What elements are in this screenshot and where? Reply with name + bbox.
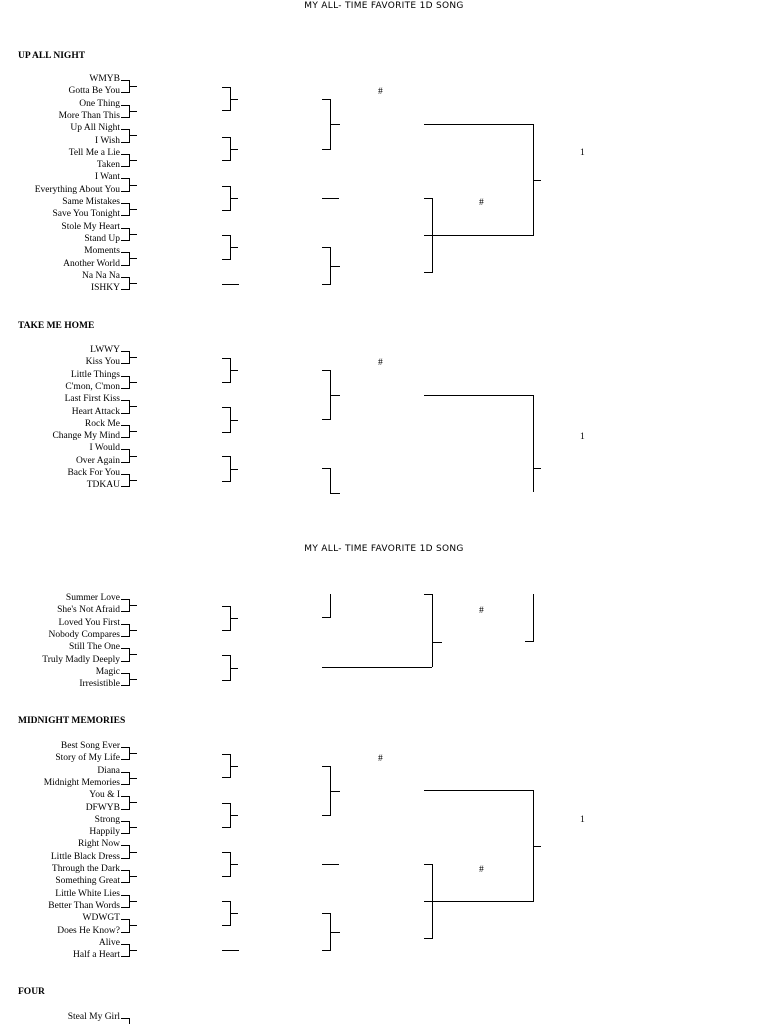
bracket-entry: TDKAU [86, 480, 120, 491]
bracket-line [330, 395, 340, 396]
bracket-marker: # [378, 754, 383, 764]
bracket-entry: Happily [89, 827, 120, 838]
bracket-line [230, 149, 238, 150]
bracket-line [533, 594, 534, 642]
bracket-entry: One Thing [79, 98, 120, 109]
bracket-entry: Rock Me [84, 418, 120, 429]
bracket-entry: Something Great [55, 876, 120, 887]
bracket-line [230, 420, 238, 421]
bracket-entry: Through the Dark [51, 864, 120, 874]
bracket-line [230, 864, 238, 865]
bracket-line [129, 630, 137, 631]
bracket-line [322, 667, 432, 668]
bracket-entry: Does He Know? [57, 925, 120, 936]
bracket-entry: Up All Night [70, 123, 120, 134]
bracket-line [230, 247, 238, 248]
bracket-entry: Half a Heart [73, 950, 120, 961]
bracket-entry: I Want [94, 172, 120, 183]
bracket-marker: # [378, 87, 383, 97]
bracket-entry: Heart Attack [71, 406, 120, 417]
page-title: MY ALL- TIME FAVORITE 1D SONG [304, 1, 464, 11]
bracket-entry: Moments [84, 246, 120, 257]
bracket-line [230, 198, 238, 199]
bracket-line [129, 802, 137, 803]
bracket-line [330, 594, 331, 618]
bracket-line [330, 124, 340, 125]
bracket-line [322, 617, 331, 618]
bracket-entry: Back For You [67, 468, 120, 478]
bracket-entry: Stand Up [84, 233, 120, 244]
bracket-line [424, 395, 534, 396]
bracket-entry: Everything About You [34, 184, 120, 195]
section-heading-four: FOUR [18, 987, 45, 997]
bracket-entry: Magic [95, 666, 120, 677]
bracket-entry: Gotta Be You [68, 86, 120, 97]
bracket-line [424, 235, 534, 236]
bracket-line [230, 99, 238, 100]
bracket-marker: 1 [580, 815, 585, 825]
bracket-entry: Taken [96, 160, 120, 171]
bracket-line [533, 180, 541, 181]
bracket-line [230, 469, 238, 470]
bracket-entry: Nobody Compares [48, 629, 120, 640]
bracket-line [129, 406, 137, 407]
bracket-line [533, 846, 541, 847]
bracket-entry: Still The One [68, 642, 120, 653]
bracket-line [129, 234, 137, 235]
bracket-entry: Right Now [78, 839, 120, 850]
bracket-entry: WDWGT [82, 913, 120, 924]
bracket-line [129, 185, 137, 186]
bracket-entry: Save You Tonight [52, 209, 120, 220]
bracket-line [129, 605, 137, 606]
bracket-line [424, 901, 534, 902]
bracket-marker: 1 [580, 148, 585, 158]
bracket-line [432, 594, 433, 667]
bracket-line [129, 480, 137, 481]
bracket-entry: Stole My Heart [61, 221, 120, 232]
bracket-marker: # [479, 198, 484, 208]
bracket-entry: DFWYB [85, 802, 120, 813]
bracket-line [322, 198, 339, 199]
bracket-entry: Truly Madly Deeply [42, 654, 120, 665]
bracket-line [230, 618, 238, 619]
bracket-line [230, 913, 238, 914]
bracket-line [424, 790, 534, 791]
bracket-line [129, 778, 137, 779]
bracket-line [525, 641, 534, 642]
bracket-entry: Better Than Words [48, 900, 120, 911]
bracket-line [432, 642, 442, 643]
page-title-repeat: MY ALL- TIME FAVORITE 1D SONG [304, 544, 464, 554]
bracket-line [330, 932, 340, 933]
bracket-entry: Alive [98, 937, 120, 948]
bracket-line [222, 284, 239, 285]
bracket-entry: LWWY [90, 345, 120, 355]
bracket-entry: Change My Mind [52, 431, 120, 442]
bracket-entry: Tell Me a Lie [68, 147, 120, 158]
bracket-line [129, 258, 137, 259]
bracket-line [129, 852, 137, 853]
bracket-line [129, 135, 137, 136]
bracket-entry: Midnight Memories [43, 777, 120, 788]
bracket-line [330, 791, 340, 792]
bracket-line [330, 468, 331, 494]
bracket-entry: I Would [89, 443, 120, 454]
bracket-entry: Summer Love [65, 593, 120, 603]
bracket-entry: She's Not Afraid [57, 605, 120, 616]
bracket-marker: # [378, 358, 383, 368]
bracket-entry: Irresistible [79, 679, 120, 690]
bracket-line [129, 753, 137, 754]
bracket-entry: Story of My Life [55, 753, 120, 764]
bracket-line [129, 283, 137, 284]
bracket-line [129, 925, 137, 926]
bracket-line [330, 493, 340, 494]
bracket-line [129, 86, 137, 87]
bracket-entry: Kiss You [85, 357, 120, 368]
bracket-entry: Over Again [75, 455, 120, 466]
bracket-line [322, 864, 339, 865]
bracket-line [424, 124, 534, 125]
bracket-marker: 1 [580, 432, 585, 442]
bracket-entry: Another World [63, 258, 120, 269]
bracket-line [129, 357, 137, 358]
bracket-line [129, 431, 137, 432]
bracket-line [230, 815, 238, 816]
bracket-entry: More Than This [58, 110, 120, 121]
bracket-entry: Steal My Girl [67, 1012, 120, 1022]
bracket-line [129, 456, 137, 457]
bracket-marker: # [479, 865, 484, 875]
bracket-line [129, 827, 137, 828]
bracket-entry: C'mon, C'mon [65, 381, 120, 392]
bracket-entry: WMYB [89, 74, 120, 84]
bracket-line [230, 370, 238, 371]
bracket-entry: Last First Kiss [64, 394, 120, 405]
bracket-entry: I Wish [94, 135, 120, 146]
section-heading-take-me-home: TAKE ME HOME [18, 321, 95, 331]
bracket-line [129, 209, 137, 210]
bracket-entry: Little White Lies [55, 888, 120, 899]
bracket-entry: You & I [89, 790, 120, 801]
section-heading-up-all-night: UP ALL NIGHT [18, 51, 86, 61]
bracket-entry: Na Na Na [82, 270, 120, 281]
bracket-line [129, 901, 137, 902]
bracket-marker: # [479, 606, 484, 616]
bracket-line [533, 395, 534, 492]
bracket-entry: Strong [94, 814, 120, 825]
bracket-line [129, 382, 137, 383]
bracket-line [230, 668, 238, 669]
bracket-entry: ISHKY [90, 283, 120, 294]
bracket-line [129, 679, 137, 680]
bracket-line [222, 950, 239, 951]
bracket-line [129, 876, 137, 877]
bracket-entry: Diana [97, 765, 120, 776]
bracket-line [129, 111, 137, 112]
bracket-line [129, 654, 137, 655]
bracket-entry: Loved You First [58, 617, 120, 628]
bracket-line [129, 160, 137, 161]
bracket-entry: Same Mistakes [62, 197, 120, 207]
bracket-entry: Little Black Dress [50, 851, 120, 862]
bracket-entry: Little Things [70, 369, 120, 380]
section-heading-midnight-memories: MIDNIGHT MEMORIES [18, 716, 126, 726]
bracket-entry: Best Song Ever [60, 741, 120, 751]
bracket-line [230, 766, 238, 767]
bracket-line [533, 468, 541, 469]
bracket-line [129, 950, 137, 951]
bracket-line [330, 266, 340, 267]
